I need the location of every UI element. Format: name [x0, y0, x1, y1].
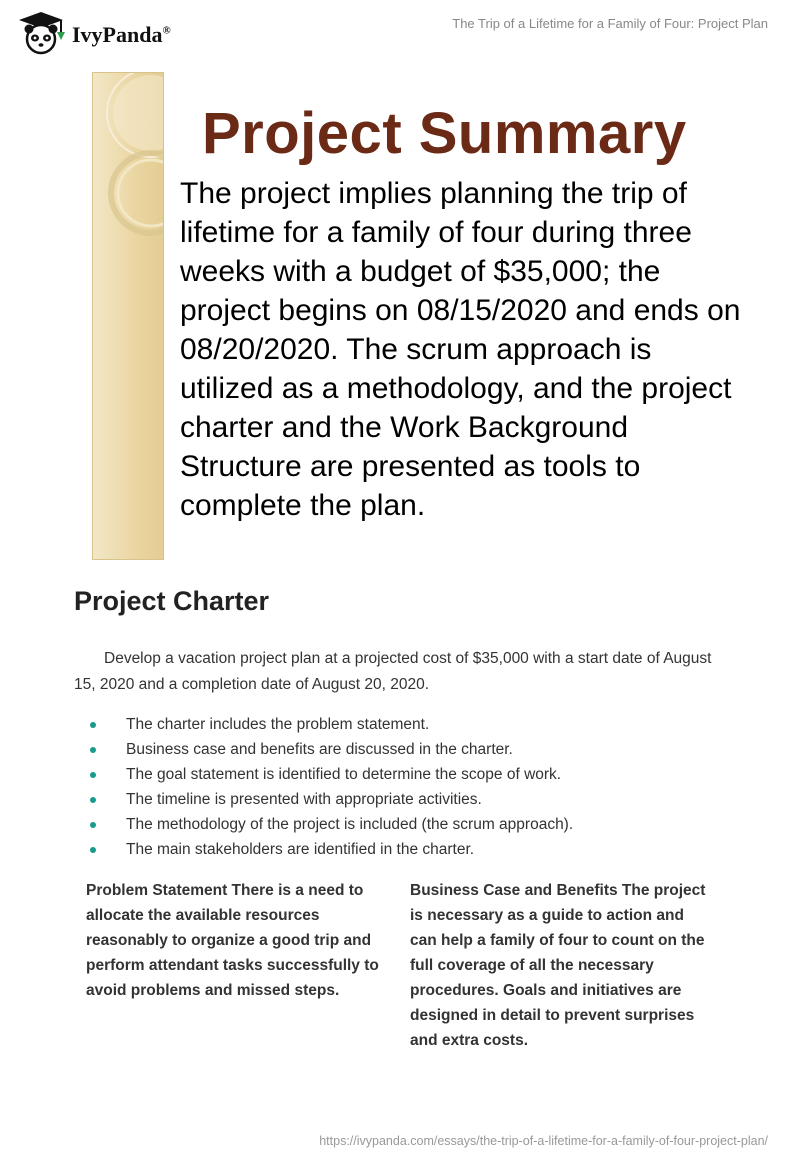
list-item: The timeline is presented with appropriate activities. — [86, 787, 573, 812]
ivypanda-logo[interactable] — [16, 10, 171, 56]
bullet-icon — [90, 822, 96, 828]
panda-logo-icon — [16, 10, 66, 56]
charter-bullet-list — [86, 712, 573, 862]
section-heading: Project Charter — [74, 586, 270, 616]
bullet-icon — [90, 772, 96, 778]
list-item: Business case and benefits are discussed in the charter. — [86, 737, 573, 762]
list-item: The main stakeholders are identified in the charter. — [86, 837, 573, 862]
bullet-icon — [90, 847, 96, 853]
slide-decorative-strip — [92, 72, 164, 560]
slide-body-text: The project implies planning the trip of lifetime for a family of four during three weeks with a budget of $35,000; the project begins on 08/15/2020 and ends on 08/20/2020. The scrum approach is utilized as a methodology, and the project charter and the Work Background Structure are presented as tools to complete the plan. — [180, 177, 741, 522]
list-item: The methodology of the project is included (the scrum approach). — [86, 812, 573, 837]
bullet-icon — [90, 722, 96, 728]
project-summary-slide — [92, 72, 752, 560]
slide-title: Project Summary — [202, 101, 687, 166]
bullet-icon — [90, 797, 96, 803]
list-item: The goal statement is identified to determine the scope of work. — [86, 762, 573, 787]
list-item: The charter includes the problem statement. — [86, 712, 573, 737]
source-url-link[interactable]: https://ivypanda.com/essays/the-trip-of-a-lifetime-for-a-family-of-four-project-plan/ — [319, 1134, 768, 1148]
problem-statement-column: Problem Statement There is a need to allocate the available resources reasonably to organize a good trip and perform attendant tasks successfully to avoid problems and missed steps. — [86, 882, 379, 999]
document-title: The Trip of a Lifetime for a Family of Four: Project Plan — [452, 16, 768, 31]
business-case-column: Business Case and Benefits The project is necessary as a guide to action and can help a family of four to count on the full coverage of all the necessary procedures. Goals and initiatives are designed in detail to prevent surprises and extra costs. — [410, 882, 706, 1049]
decorative-circles-icon — [93, 73, 164, 560]
logo-wordmark: IvyPanda® — [72, 22, 171, 47]
section-paragraph: Develop a vacation project plan at a projected cost of $35,000 with a start date of August 15, 2020 and a completion date of August 20, 2020. — [74, 650, 712, 693]
page-header — [0, 0, 800, 60]
bullet-icon — [90, 747, 96, 753]
